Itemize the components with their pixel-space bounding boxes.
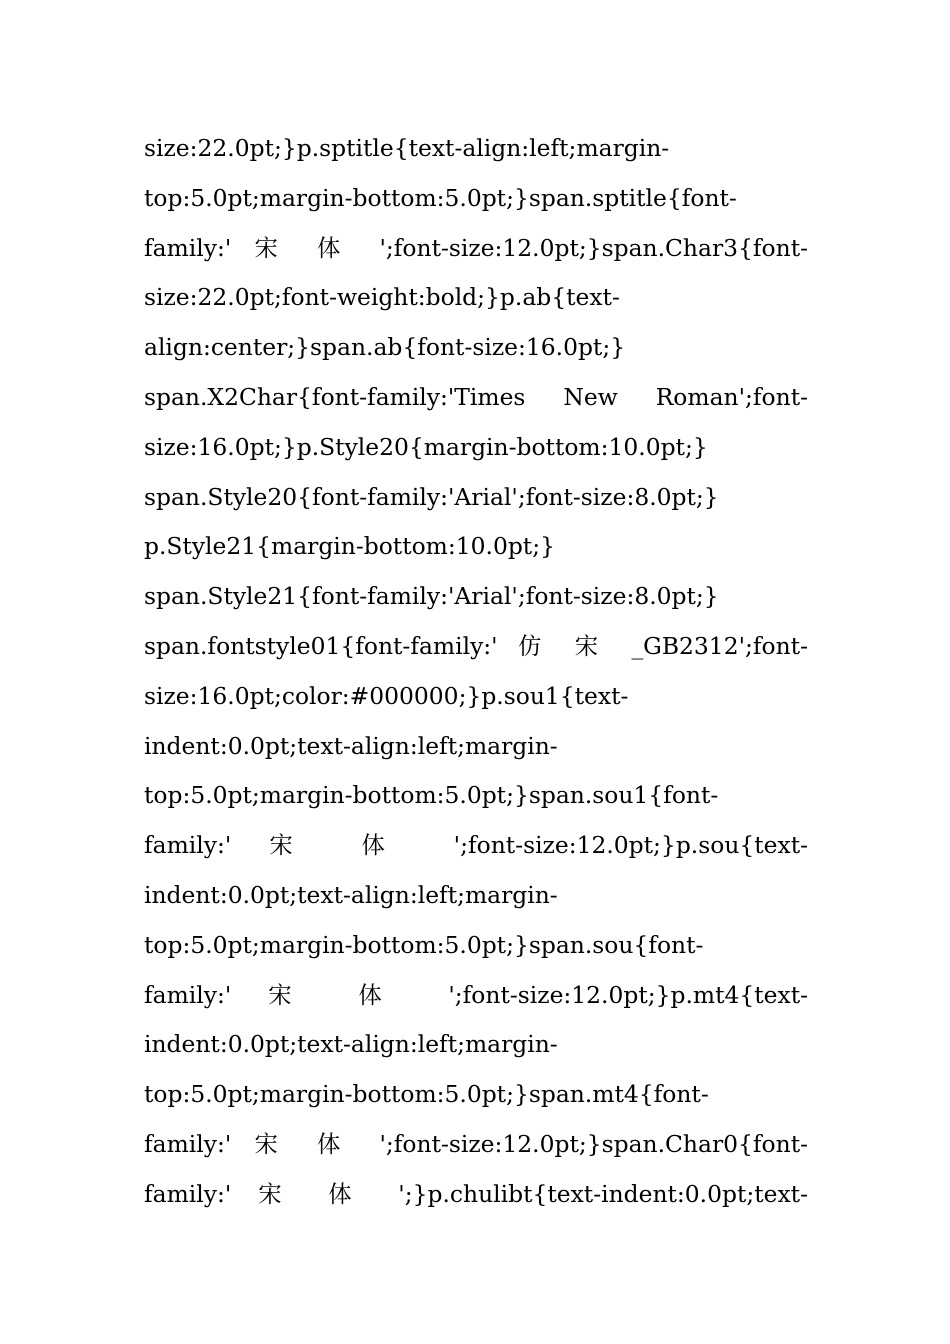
text-line: top:5.0pt;margin-bottom:5.0pt;}span.sou{font-	[144, 930, 704, 959]
text-line: family:' 宋 体 ';font-size:12.0pt;}p.mt4{text-	[144, 980, 808, 1009]
text-line: span.Style20{font-family:'Arial';font-size:8.0pt;}	[144, 482, 719, 511]
text-line: family:' 宋 体 ';font-size:12.0pt;}p.sou{text-	[144, 831, 808, 860]
text-line: family:' 宋 体 ';}p.chulibt{text-indent:0.0pt;text-	[144, 1179, 808, 1208]
text-line: span.fontstyle01{font-family:' 仿 宋 _GB2312';font-	[144, 631, 808, 660]
text-line: indent:0.0pt;text-align:left;margin-	[144, 880, 558, 909]
text-line: family:' 宋 体 ';font-size:12.0pt;}span.Char0{font-	[144, 1129, 808, 1158]
text-line: indent:0.0pt;text-align:left;margin-	[144, 1030, 558, 1059]
text-line: size:16.0pt;color:#000000;}p.sou1{text-	[144, 681, 629, 710]
text-line: span.Style21{font-family:'Arial';font-size:8.0pt;}	[144, 582, 719, 611]
text-line: top:5.0pt;margin-bottom:5.0pt;}span.sou1{font-	[144, 781, 719, 810]
text-line: size:22.0pt;font-weight:bold;}p.ab{text-	[144, 283, 620, 312]
text-line: size:22.0pt;}p.sptitle{text-align:left;margin-	[144, 134, 670, 162]
text-line: indent:0.0pt;text-align:left;margin-	[144, 731, 558, 760]
text-line: span.X2Char{font-family:'Times New Roman';font-	[144, 382, 808, 411]
text-line: top:5.0pt;margin-bottom:5.0pt;}span.sptitle{font-	[144, 183, 737, 212]
text-line: align:center;}span.ab{font-size:16.0pt;}	[144, 333, 626, 362]
text-line: p.Style21{margin-bottom:10.0pt;}	[144, 532, 555, 561]
text-line: size:16.0pt;}p.Style20{margin-bottom:10.0pt;}	[144, 432, 708, 461]
text-line: top:5.0pt;margin-bottom:5.0pt;}span.mt4{font-	[144, 1080, 709, 1109]
text-line: family:' 宋 体 ';font-size:12.0pt;}span.Char3{font-	[144, 233, 808, 262]
document-body	[144, 124, 808, 1220]
